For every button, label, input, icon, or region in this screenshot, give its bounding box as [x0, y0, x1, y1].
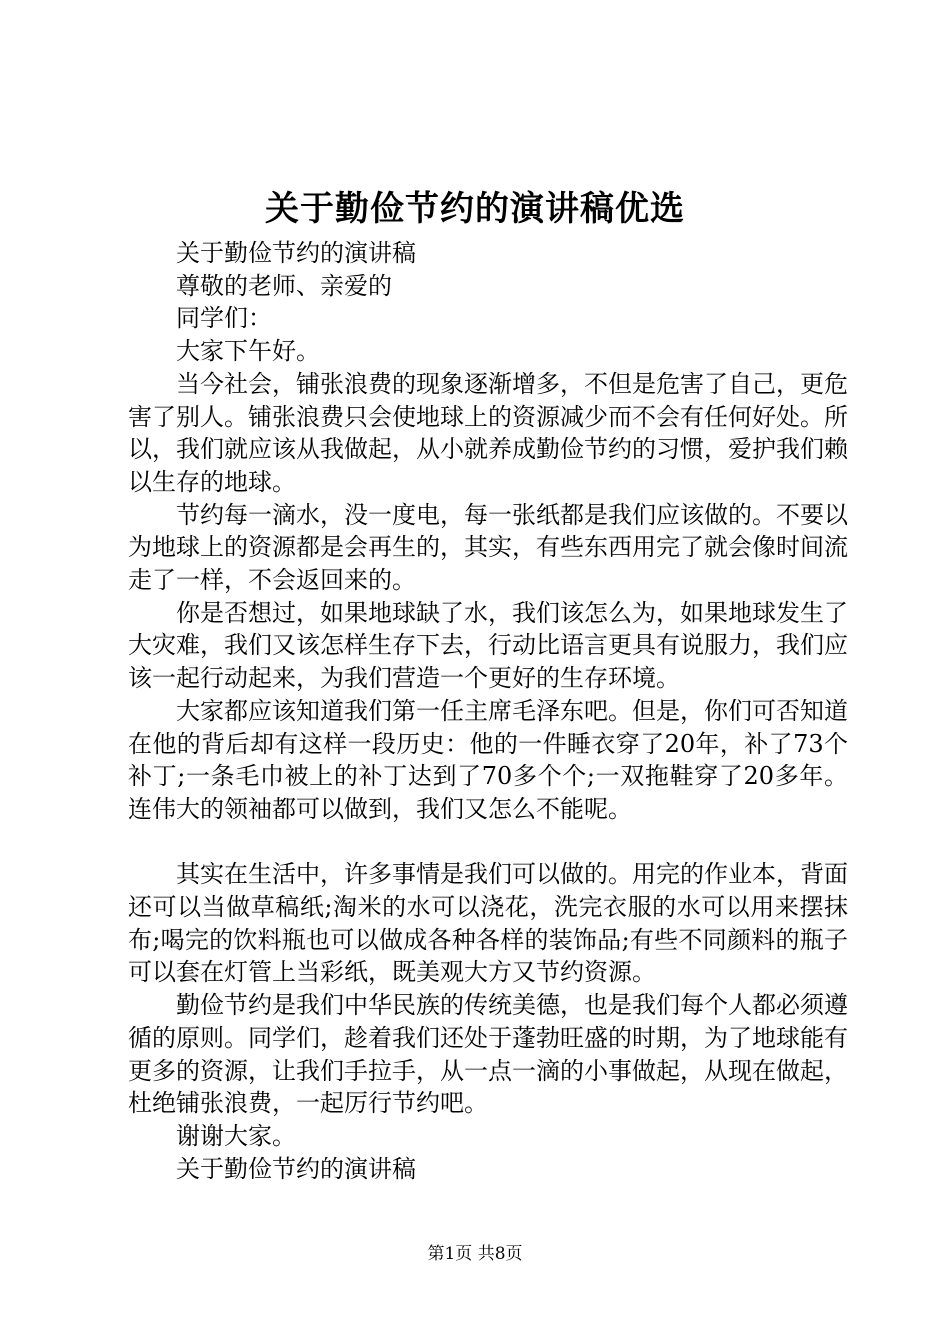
paragraph: 关于勤俭节约的演讲稿: [176, 1154, 416, 1183]
paragraph: 大家下午好。: [176, 337, 320, 366]
paragraph: 大家都应该知道我们第一任主席毛泽东吧。但是，你们可否知道在他的背后却有这样一段历史：他的一件睡衣穿了20年，补了73个补丁;一条毛巾被上的补丁达到了70多个个;一双拖鞋穿了20多年。连伟大的领袖都可以做到，我们又怎么不能呢。: [128, 696, 848, 823]
page-number: 第1页 共8页: [427, 1244, 523, 1264]
paragraph: 谢谢大家。: [176, 1121, 296, 1150]
paragraph: 勤俭节约是我们中华民族的传统美德，也是我们每个人都必须遵循的原则。同学们，趁着我们还处于蓬勃旺盛的时期，为了地球能有更多的资源，让我们手拉手，从一点一滴的小事做起，从现在做起，杜绝铺张浪费，一起厉行节约吧。: [128, 991, 848, 1118]
paragraph: 尊敬的老师、亲爱的: [176, 271, 392, 300]
document-body: [128, 237, 848, 1185]
paragraph: 同学们：: [176, 304, 272, 333]
paragraph-spacer: [128, 826, 848, 859]
paragraph: 其实在生活中，许多事情是我们可以做的。用完的作业本，背面还可以当做草稿纸;淘米的水可以浇花，洗完衣服的水可以用来摆抹布;喝完的饮料瓶也可以做成各种各样的装饰品;有些不同颜料的瓶子可以套在灯管上当彩纸，既美观大方又节约资源。: [128, 860, 848, 987]
paragraph: 你是否想过，如果地球缺了水，我们该怎么为，如果地球发生了大灾难，我们又该怎样生存下去，行动比语言更具有说服力，我们应该一起行动起来，为我们营造一个更好的生存环境。: [128, 598, 848, 693]
paragraph: 当今社会，铺张浪费的现象逐渐增多，不但是危害了自己，更危害了别人。铺张浪费只会使地球上的资源减少而不会有任何好处。所以，我们就应该从我做起，从小就养成勤俭节约的习惯，爱护我们赖以生存的地球。: [128, 369, 848, 496]
paragraph: 关于勤俭节约的演讲稿: [176, 239, 416, 267]
document-title: 关于勤俭节约的演讲稿优选: [265, 189, 685, 229]
paragraph: 节约每一滴水，没一度电，每一张纸都是我们应该做的。不要以为地球上的资源都是会再生的，其实，有些东西用完了就会像时间流走了一样，不会返回来的。: [128, 500, 848, 595]
